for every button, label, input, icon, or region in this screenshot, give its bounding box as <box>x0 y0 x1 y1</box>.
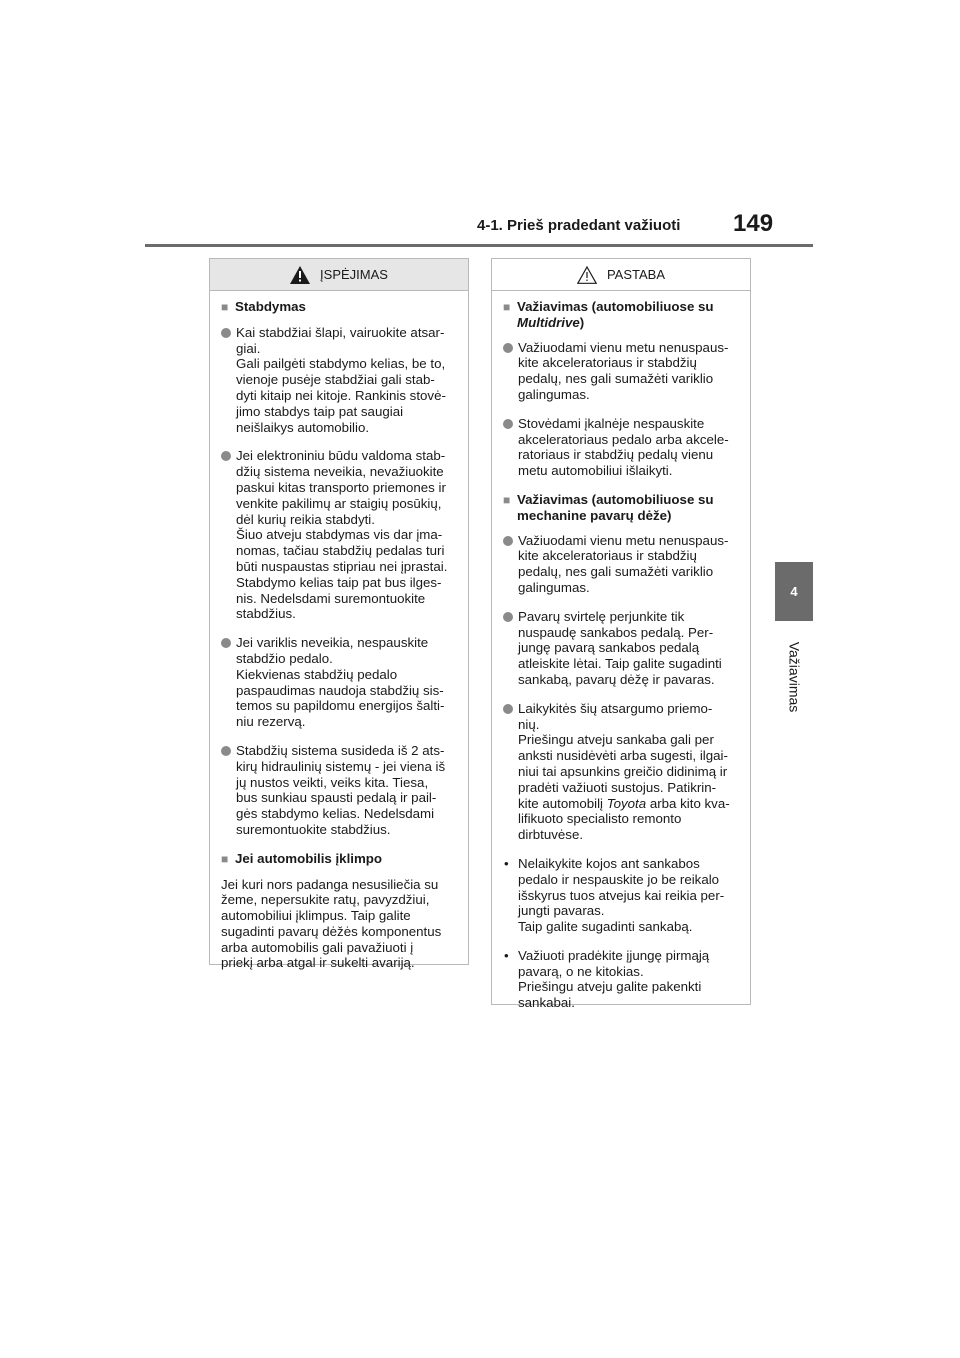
page-number: 149 <box>733 210 774 237</box>
square-bullet-icon: ■ <box>503 492 511 507</box>
list-item: Laikykitės šių atsargumo priemo- nių. Priešingu atveju sankaba gali per anksti nusidėvėti arba sugesti, ilgai- niui tai apsunkins greičio didinimą ir pradėti važiuoti sustojus. Patikrin- kite automobilį Toyota arba kito kva- lifikuoto specialisto remonto dirbtuvėse. <box>503 701 739 843</box>
caution-triangle-icon <box>577 266 597 284</box>
dash-list-item: • Nelaikykite kojos ant sankabos pedalo ir nespauskite jo be reikalo išskyrus tuos atvejus kai reikia per- jungti pavaras. Taip galite sugadinti sankabą. <box>504 855 725 935</box>
chapter-tab: 4 <box>775 562 813 621</box>
circle-bullet-icon <box>221 746 236 756</box>
dash-bullet-icon: • <box>504 947 509 963</box>
note-box-body <box>492 291 750 1011</box>
section-heading: ■ Važiavimas (automobiliuose su Multidrive) <box>503 299 714 330</box>
section-heading: ■ Stabdymas <box>221 299 306 314</box>
list-item: Kai stabdžiai šlapi, vairuokite atsar- giai. Gali pailgėti stabdymo kelias, be to, vienoje pusėje stabdžiai gali stab- dyti kitaip nei kitoje. Rankinis stovė- jimo stabdys taip pat saugiai neišlaikys automobilio. <box>221 325 457 436</box>
circle-bullet-icon <box>503 612 518 622</box>
section-heading: ■ Važiavimas (automobiliuose su mechanine pavarų dėže) <box>503 491 714 523</box>
circle-bullet-icon <box>503 536 518 546</box>
dash-list-item: • Važiuoti pradėkite įjungę pirmąją pavarą, o ne kitokias. Priešingu atveju galite pakenkti sankabai. <box>504 947 710 1011</box>
list-item: Jei variklis neveikia, nespauskite stabdžio pedalo. Kiekvienas stabdžių pedalo paspaudimas naudoja stabdžių sis- temos su papildomu energijos šalti- niu rezervą. <box>221 635 457 730</box>
circle-bullet-icon <box>221 638 236 648</box>
square-bullet-icon: ■ <box>221 851 229 866</box>
warning-box-title: ĮSPĖJIMAS <box>320 267 388 282</box>
warning-triangle-icon <box>290 266 310 284</box>
list-item: Važiuodami vienu metu nenuspaus- kite akceleratoriaus ir stabdžių pedalų, nes gali sumažėti variklio galingumas. <box>503 340 739 403</box>
note-box-title: PASTABA <box>606 267 666 282</box>
circle-bullet-icon <box>503 419 518 429</box>
circle-bullet-icon <box>503 343 518 353</box>
circle-bullet-icon <box>221 328 236 338</box>
circle-bullet-icon <box>221 451 236 461</box>
circle-bullet-icon <box>503 704 518 714</box>
square-bullet-icon: ■ <box>221 300 229 314</box>
chapter-label <box>776 632 812 722</box>
warning-box-header <box>210 259 468 291</box>
list-item: Stabdžių sistema susideda iš 2 ats- kirų hidraulinių sistemų - jei viena iš jų nustos veikti, veiks kita. Tiesa, bus sunkiau spausti pedalą ir pail- gės stabdymo kelias. Nedelsdami suremontuokite stabdžius. <box>221 743 457 838</box>
list-item: Važiuodami vienu metu nenuspaus- kite akceleratoriaus ir stabdžių pedalų, nes gali sumažėti variklio galingumas. <box>503 533 739 596</box>
square-bullet-icon: ■ <box>503 300 511 314</box>
section-heading: ■ Jei automobilis įklimpo <box>221 850 383 866</box>
note-box <box>491 258 751 1011</box>
warning-box <box>209 258 469 971</box>
header-rule <box>145 244 813 247</box>
chapter-title: Važiavimas <box>786 641 803 713</box>
note-box-header <box>492 259 750 291</box>
list-item: Pavarų svirtelę perjunkite tik nuspaudę sankabos pedalą. Per- jungę pavarą sankabos pedalą atleiskite lėtai. Taip galite sugadinti sankabą, pavarų dėžę ir pavaras. <box>503 609 739 688</box>
section-header: 4-1. Prieš pradedant važiuoti <box>477 217 681 234</box>
dash-bullet-icon: • <box>504 855 509 871</box>
list-item: Jei elektroniniu būdu valdoma stab- džių sistema neveikia, nevažiuokite paskui kitas transporto priemones ir venkite pakilimų ar staigių posūkių, dėl kurių reikia stabdyti. Šiuo atveju stabdymas vis dar įma- nomas, tačiau stabdžių pedalas turi būti nuspaustas stipriau nei įprastai. Stabdymo kelias taip pat bus ilges- nis. Nedelsdami suremontuokite stabdžius. <box>221 448 457 622</box>
list-item: Stovėdami įkalnėje nespauskite akceleratoriaus pedalo arba akcele- ratoriaus ir stabdžių pedalų vienu metu automobiliui išlaikyti. <box>503 416 739 479</box>
warning-box-body <box>210 291 468 971</box>
paragraph: Jei kuri nors padanga nesusiliečia su žeme, nepersukite ratų, pavyzdžiui, automobiliui įklimpus. Taip galite sugadinti pavarų dėžės komponentus arba automobilis gali pavažiuoti į priekį arba atgal ir sukelti avariją. <box>221 876 442 971</box>
